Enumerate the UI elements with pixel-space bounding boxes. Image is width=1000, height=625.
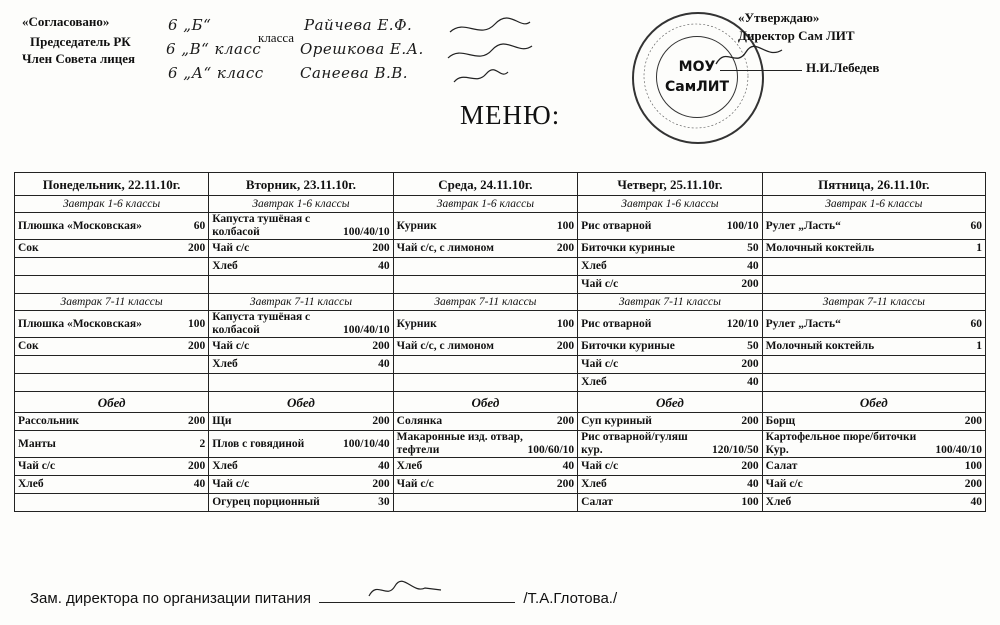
hand-class-2: 6 „В“ класс (166, 40, 262, 58)
dish-name: Борщ (765, 415, 796, 427)
menu-cell (762, 431, 985, 458)
dish-name: Огурец порционный (212, 496, 320, 508)
dish-portion: 30 (378, 496, 390, 508)
footer-label: Зам. директора по организации питания (30, 590, 312, 607)
day-header: Среда, 24.11.10г. (393, 173, 577, 196)
dish-name: Чай с/с (396, 478, 434, 490)
dish-name: Суп куриный (581, 415, 652, 427)
dish-portion: 40 (378, 460, 390, 472)
dish-name: Капуста тушёная с колбасой (212, 213, 311, 238)
hand-class-3: 6 „А“ класс (168, 64, 264, 82)
day-header: Понедельник, 22.11.10г. (15, 173, 209, 196)
dish-portion: 200 (964, 478, 982, 490)
agreed-label: «Согласовано» (22, 14, 110, 29)
menu-cell (209, 213, 393, 240)
table-row (15, 338, 986, 356)
menu-item (212, 415, 389, 428)
menu-item (397, 415, 574, 428)
menu-cell (762, 374, 985, 392)
hand-name-1: Райчева Е.Ф. (304, 16, 413, 34)
dish-name: Сок (18, 340, 39, 352)
menu-item (581, 278, 758, 291)
menu-cell (209, 494, 393, 512)
menu-cell (209, 338, 393, 356)
table-row (15, 294, 986, 311)
menu-cell (209, 258, 393, 276)
stamp-line-1: МОУ (678, 59, 716, 75)
dish-portion: 50 (747, 340, 759, 352)
section-header: Завтрак 7-11 классы (15, 294, 209, 311)
menu-item (18, 478, 205, 491)
day-header: Четверг, 25.11.10г. (578, 173, 762, 196)
dish-portion: 200 (372, 340, 390, 352)
menu-item (212, 478, 389, 491)
dish-name: Хлеб (581, 478, 607, 490)
menu-item (581, 478, 758, 491)
dish-portion: 200 (187, 340, 206, 352)
menu-item (18, 438, 205, 451)
dish-portion: 200 (741, 460, 759, 472)
dish-portion: 100/40/10 (935, 444, 982, 456)
menu-cell (762, 413, 985, 431)
dish-portion: 100 (556, 317, 575, 330)
menu-item (766, 340, 982, 353)
dish-name: Плов с говядиной (212, 437, 305, 450)
dish-name: Чай с/с (581, 358, 619, 370)
menu-cell (209, 240, 393, 258)
dish-portion: 60 (193, 219, 206, 232)
table-row (15, 276, 986, 294)
menu-item (766, 415, 982, 428)
section-header: Завтрак 7-11 классы (209, 294, 393, 311)
menu-item (766, 478, 982, 491)
table-row (15, 258, 986, 276)
dish-portion: 40 (378, 358, 390, 370)
menu-item (581, 496, 758, 509)
menu-item (212, 213, 389, 239)
table-row (15, 356, 986, 374)
dish-portion: 200 (556, 415, 575, 427)
dish-portion: 200 (187, 242, 206, 254)
table-row (15, 311, 986, 338)
dish-portion: 200 (964, 415, 982, 427)
section-header: Обед (393, 392, 577, 413)
menu-cell (578, 276, 762, 294)
dish-portion: 200 (556, 340, 575, 352)
menu-cell (762, 476, 985, 494)
dish-portion: 200 (741, 415, 759, 427)
dish-portion: 40 (747, 260, 759, 272)
dish-name: Курник (396, 317, 437, 330)
menu-cell (209, 431, 393, 458)
dish-name: Салат (765, 460, 798, 472)
approve-label: «Утверждаю» (738, 10, 820, 25)
menu-cell (762, 276, 985, 294)
menu-item (397, 242, 574, 255)
menu-cell (393, 240, 577, 258)
section-header: Завтрак 7-11 классы (762, 294, 985, 311)
section-header: Завтрак 1-6 классы (393, 196, 577, 213)
hand-name-2: Орешкова Е.А. (300, 40, 424, 58)
menu-cell (15, 356, 209, 374)
dish-name: Щи (212, 415, 232, 427)
menu-item (766, 431, 982, 457)
menu-cell (15, 413, 209, 431)
dish-portion: 40 (193, 478, 206, 490)
menu-item (18, 460, 205, 473)
menu-item (581, 260, 758, 273)
dish-name: Чай с/с (581, 460, 619, 472)
dish-name: Салат (581, 496, 613, 508)
menu-cell (209, 458, 393, 476)
day-header: Пятница, 26.11.10г. (762, 173, 985, 196)
dish-name: Хлеб (396, 460, 423, 472)
dish-name: Плюшка «Московская» (18, 219, 142, 232)
dish-name: Рис отварной (581, 317, 652, 330)
dish-name: Манты (18, 437, 56, 450)
dish-portion: 200 (372, 415, 390, 427)
menu-cell (762, 258, 985, 276)
dish-portion: 120/10 (726, 317, 759, 330)
dish-portion: 200 (741, 278, 759, 290)
table-row (15, 392, 986, 413)
menu-cell (393, 276, 577, 294)
menu-cell (762, 311, 985, 338)
dish-portion: 1 (976, 242, 982, 254)
menu-cell (578, 413, 762, 431)
table-row (15, 196, 986, 213)
section-header: Завтрак 1-6 классы (578, 196, 762, 213)
dish-name: Хлеб (765, 496, 792, 508)
menu-item (18, 340, 205, 353)
menu-item (397, 431, 574, 457)
menu-item (212, 438, 389, 451)
page-title: МЕНЮ: (460, 100, 561, 130)
dish-portion: 100/40/10 (343, 324, 390, 336)
dish-name: Чай с/с (212, 478, 250, 490)
dish-portion: 100/10/40 (343, 437, 390, 450)
menu-cell (393, 431, 577, 458)
dish-portion: 100 (556, 219, 575, 232)
menu-cell (578, 458, 762, 476)
table-row (15, 240, 986, 258)
dish-name: Рис отварной (581, 219, 652, 232)
menu-cell (762, 240, 985, 258)
director-name: Н.И.Лебедев (806, 60, 880, 75)
menu-cell (15, 431, 209, 458)
table-row (15, 173, 986, 196)
dish-name: Чай с/с, с лимоном (396, 340, 494, 352)
menu-cell (393, 356, 577, 374)
dish-portion: 100 (964, 460, 982, 472)
menu-cell (762, 338, 985, 356)
menu-item (766, 318, 982, 331)
section-header: Обед (578, 392, 762, 413)
menu-item (581, 340, 758, 353)
dish-portion: 1 (976, 340, 982, 352)
menu-cell (393, 311, 577, 338)
menu-cell (15, 276, 209, 294)
section-header: Обед (15, 392, 209, 413)
dish-name: Хлеб (581, 260, 607, 272)
menu-item (766, 460, 982, 473)
menu-item (766, 220, 982, 233)
menu-item (397, 220, 574, 233)
section-header: Завтрак 1-6 классы (209, 196, 393, 213)
menu-cell (209, 374, 393, 392)
menu-item (18, 318, 205, 331)
footer-name: /Т.А.Глотова./ (523, 590, 618, 607)
dish-portion: 200 (187, 460, 206, 472)
dish-portion: 40 (970, 496, 982, 508)
dish-name: Хлеб (212, 260, 238, 272)
menu-item (581, 431, 758, 457)
menu-item (18, 220, 205, 233)
dish-name: Капуста тушёная с колбасой (212, 311, 311, 336)
menu-cell (578, 356, 762, 374)
menu-cell (15, 213, 209, 240)
dish-name: Чай с/с (765, 478, 803, 490)
menu-cell (393, 494, 577, 512)
dish-portion: 100/40/10 (343, 226, 390, 238)
menu-item (581, 220, 758, 233)
dish-portion: 100 (187, 317, 206, 330)
menu-cell (578, 258, 762, 276)
menu-cell (209, 311, 393, 338)
menu-item (581, 358, 758, 371)
menu-item (581, 242, 758, 255)
menu-cell (762, 458, 985, 476)
day-header: Вторник, 23.11.10г. (209, 173, 393, 196)
menu-cell (15, 258, 209, 276)
menu-cell (15, 374, 209, 392)
menu-item (212, 358, 389, 371)
dish-name: Биточки куриные (581, 340, 675, 352)
menu-item (581, 460, 758, 473)
menu-item (581, 318, 758, 331)
table-row (15, 431, 986, 458)
menu-cell (578, 374, 762, 392)
dish-portion: 200 (741, 358, 759, 370)
class-word: класса (258, 30, 295, 45)
director-label: Директор Сам ЛИТ (738, 28, 855, 43)
menu-cell (15, 476, 209, 494)
dish-portion: 40 (378, 260, 390, 272)
table-row (15, 213, 986, 240)
dish-portion: 100 (741, 496, 759, 508)
footer (30, 588, 617, 607)
dish-name: Молочный коктейль (765, 242, 875, 254)
menu-item (766, 496, 982, 509)
menu-cell (578, 213, 762, 240)
menu-cell (15, 494, 209, 512)
table-row (15, 458, 986, 476)
footer-sign-line (319, 588, 515, 603)
dish-name: Рулет „Ласть“ (765, 219, 841, 232)
dish-name: Плюшка «Московская» (18, 317, 142, 330)
chair-label: Председатель РК (30, 34, 131, 49)
dish-name: Чай с/с (212, 242, 250, 254)
menu-item (397, 478, 574, 491)
dish-name: Хлеб (581, 376, 607, 388)
menu-cell (762, 213, 985, 240)
menu-item (212, 496, 389, 509)
menu-item (581, 415, 758, 428)
dish-portion: 120/10/50 (712, 444, 759, 456)
dish-name: Солянка (396, 415, 443, 427)
menu-item (212, 311, 389, 337)
menu-cell (762, 494, 985, 512)
dish-portion: 200 (556, 242, 575, 254)
dish-name: Чай с/с (212, 340, 250, 352)
dish-name: Рулет „Ласть“ (765, 317, 841, 330)
dish-portion: 100/10 (726, 219, 759, 232)
table-row (15, 374, 986, 392)
dish-name: Рис отварной/гуляш кур. (581, 431, 688, 456)
dish-name: Макаронные изд. отвар, тефтели (396, 431, 523, 456)
dish-portion: 40 (562, 460, 575, 472)
section-header: Обед (762, 392, 985, 413)
menu-cell (578, 494, 762, 512)
menu-cell (393, 338, 577, 356)
dish-portion: 40 (747, 478, 759, 490)
menu-item (397, 460, 574, 473)
menu-cell (209, 476, 393, 494)
section-header: Завтрак 1-6 классы (15, 196, 209, 213)
dish-name: Хлеб (18, 478, 44, 490)
dish-name: Чай с/с (581, 278, 619, 290)
menu-item (581, 376, 758, 389)
menu-table (14, 172, 986, 512)
menu-item (766, 242, 982, 255)
menu-cell (15, 338, 209, 356)
dish-name: Хлеб (212, 358, 238, 370)
dish-name: Рассольник (18, 415, 79, 427)
table-row (15, 494, 986, 512)
menu-item (212, 340, 389, 353)
menu-item (212, 242, 389, 255)
signatures-left (440, 10, 540, 90)
menu-cell (578, 311, 762, 338)
menu-cell (209, 276, 393, 294)
menu-item (397, 340, 574, 353)
stamp-line-2: СамЛИТ (664, 79, 730, 95)
dish-portion: 200 (556, 478, 575, 490)
menu-item (212, 260, 389, 273)
dish-portion: 60 (970, 317, 982, 330)
dish-portion: 60 (970, 219, 982, 232)
dish-portion: 200 (372, 478, 390, 490)
dish-portion: 200 (187, 415, 206, 427)
menu-cell (15, 311, 209, 338)
dish-portion: 2 (199, 437, 206, 450)
dish-name: Сок (18, 242, 39, 254)
dish-portion: 40 (747, 376, 759, 388)
dish-name: Хлеб (212, 460, 238, 472)
dish-name: Курник (396, 219, 437, 232)
dish-name: Чай с/с, с лимоном (396, 242, 494, 254)
menu-cell (762, 356, 985, 374)
dish-name: Биточки куриные (581, 242, 675, 254)
hand-name-3: Санеева В.В. (300, 64, 409, 82)
section-header: Завтрак 7-11 классы (393, 294, 577, 311)
menu-cell (393, 213, 577, 240)
menu-item (397, 318, 574, 331)
section-header: Обед (209, 392, 393, 413)
menu-cell (393, 413, 577, 431)
menu-cell (578, 431, 762, 458)
menu-cell (578, 338, 762, 356)
menu-cell (393, 458, 577, 476)
hand-class-1: 6 „Б“ (168, 16, 212, 34)
dish-portion: 200 (372, 242, 390, 254)
menu-item (18, 415, 205, 428)
menu-cell (393, 258, 577, 276)
section-header: Завтрак 1-6 классы (762, 196, 985, 213)
menu-item (18, 242, 205, 255)
menu-item (212, 460, 389, 473)
footer-signature (365, 578, 445, 604)
menu-cell (393, 374, 577, 392)
dish-name: Картофельное пюре/биточки Кур. (765, 431, 917, 456)
table-row (15, 413, 986, 431)
dish-name: Чай с/с (18, 460, 56, 472)
dish-name: Молочный коктейль (765, 340, 875, 352)
menu-cell (15, 240, 209, 258)
member-label: Член Совета лицея (22, 51, 136, 66)
menu-cell (578, 240, 762, 258)
menu-cell (578, 476, 762, 494)
menu-cell (209, 413, 393, 431)
dish-portion: 100/60/10 (527, 444, 575, 456)
menu-cell (15, 458, 209, 476)
table-row (15, 476, 986, 494)
director-signature (712, 42, 792, 72)
menu-cell (393, 476, 577, 494)
section-header: Завтрак 7-11 классы (578, 294, 762, 311)
dish-portion: 50 (747, 242, 759, 254)
menu-cell (209, 356, 393, 374)
